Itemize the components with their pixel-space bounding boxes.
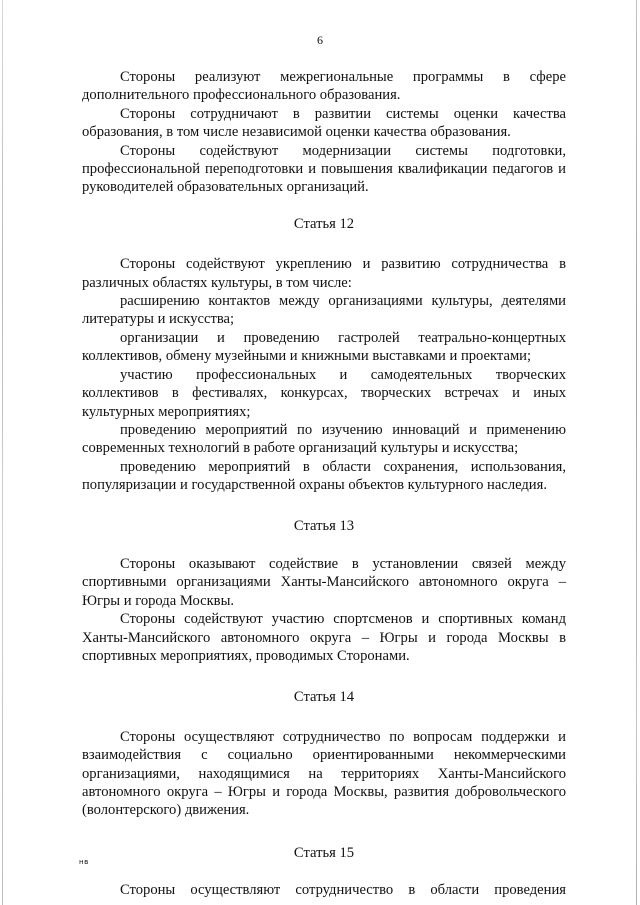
document-body xyxy=(82,68,566,900)
article-heading: Статья 12 xyxy=(293,215,355,232)
paragraph: Стороны сотрудничают в развитии системы оценки качества образования, в том числе независимой оценки качества образования. xyxy=(82,105,566,141)
paragraph: Стороны содействуют модернизации системы подготовки, профессиональной переподготовки и повышения квалификации педагогов и руководителей образовательных организаций. xyxy=(82,142,566,196)
paragraph: Стороны осуществляют сотрудничество по вопросам поддержки и взаимодействия с социально ориентированными некоммерческими организациями, находящимися на территориях Ханты-Мансийского автономного округа – Югры и города Москвы, развития добровольческого (волонтерского) движения. xyxy=(82,728,566,819)
list-item: проведению мероприятий по изучению инноваций и применению современных технологий в работе организаций культуры и искусства; xyxy=(82,421,566,457)
footer-mark: нв xyxy=(79,858,89,866)
paragraph: Стороны оказывают содействие в установлении связей между спортивными организациями Ханты-Мансийского автономного округа – Югры и города Москвы. xyxy=(82,555,566,609)
list-item: проведению мероприятий в области сохранения, использования, популяризации и государственной охраны объектов культурного наследия. xyxy=(82,458,566,494)
paragraph: Стороны осуществляют сотрудничество в области проведения xyxy=(120,882,566,899)
scan-edge-right xyxy=(636,0,637,905)
paragraph: Стороны содействуют укреплению и развитию сотрудничества в различных областях культуры, в том числе: xyxy=(82,256,566,291)
list-item: организации и проведению гастролей театрально-концертных коллективов, обмену музейными и книжными выставками и проектами; xyxy=(82,329,566,365)
paragraph: Стороны реализуют межрегиональные программы в сфере дополнительного профессионального образования. xyxy=(82,69,566,104)
article-heading: Статья 15 xyxy=(293,844,355,861)
article-heading: Статья 13 xyxy=(293,517,355,534)
scan-edge-left xyxy=(2,0,3,905)
list-item: участию профессиональных и самодеятельных творческих коллективов в фестивалях, конкурсах, творческих встречах и иных культурных мероприятиях; xyxy=(82,366,566,420)
page-number: 6 xyxy=(317,33,323,47)
paragraph: Стороны содействуют участию спортсменов и спортивных команд Ханты-Мансийского автономного округа – Югры и города Москвы в спортивных мероприятиях, проводимых Сторонами. xyxy=(82,611,566,664)
article-heading: Статья 14 xyxy=(293,689,355,706)
list-item: расширению контактов между организациями культуры, деятелями литературы и искусства; xyxy=(82,293,566,328)
